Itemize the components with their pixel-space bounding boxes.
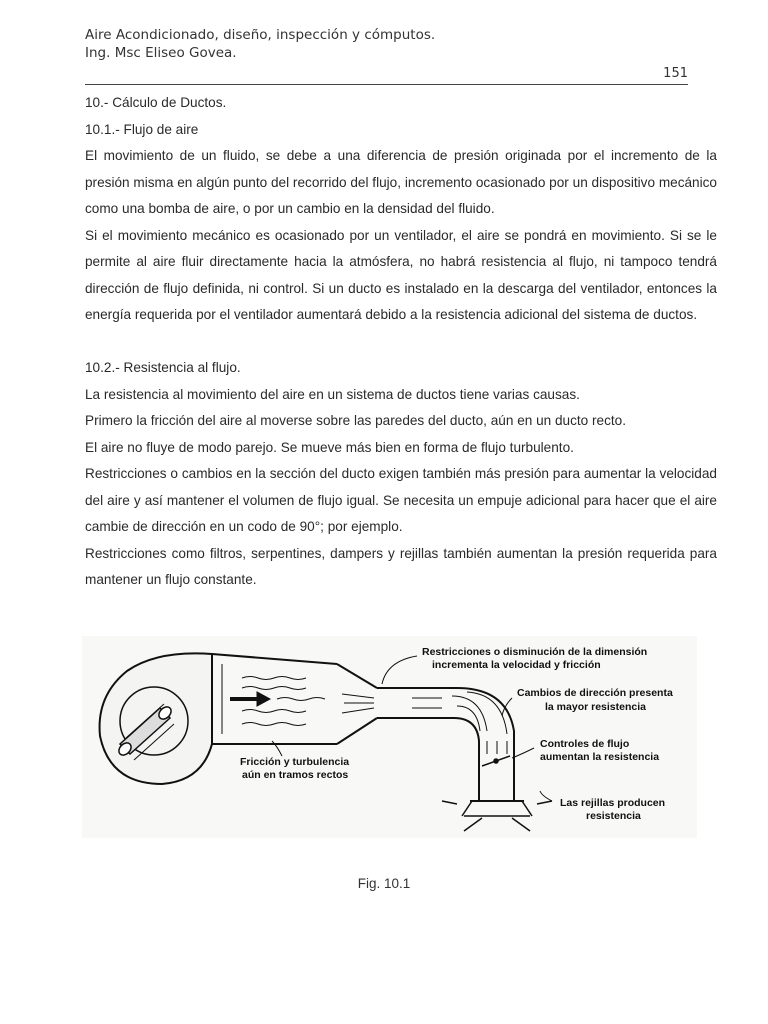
- page-header: [85, 26, 435, 62]
- paragraph-spacer: [85, 329, 717, 356]
- label-controles-line1: Controles de flujo: [540, 738, 630, 750]
- label-friccion-line2: aún en tramos rectos: [242, 769, 349, 781]
- paragraph-causas: La resistencia al movimiento del aire en un sistema de ductos tiene varias causas.: [85, 386, 580, 402]
- label-rejillas-line2: resistencia: [586, 810, 641, 822]
- header-title: Aire Acondicionado, diseño, inspección y cómputos.: [85, 27, 436, 43]
- paragraph-movimiento-fluido: El movimiento de un fluido, se debe a una diferencia de presión originada por el incremento de la presión misma en algún punto del recorrido del flujo, incremento ocasionado por un dispositivo mecánico como una bomba de aire, o por un cambio en la densidad del fluido.: [85, 148, 717, 216]
- subsection-title-flujo: 10.1.- Flujo de aire: [85, 121, 199, 137]
- grille: [442, 801, 552, 831]
- paragraph-restricciones: Restricciones o cambios en la sección del ducto exigen también más presión para aumentar la velocidad del aire y así mantener el volumen de flujo igual. Se necesita un empuje adicional para hacer que el aire cambie de dirección en un codo de 90°; por ejemplo.: [85, 466, 717, 534]
- duct-reduction: [337, 664, 377, 744]
- paragraph-friccion: Primero la fricción del aire al moverse sobre las paredes del ducto, aún en un ducto recto.: [85, 413, 627, 428]
- duct-diagram-figure: [82, 636, 697, 838]
- header-divider: [85, 84, 688, 85]
- label-controles-line2: aumentan la resistencia: [540, 751, 660, 763]
- figure-caption: Fig. 10.1: [357, 876, 411, 891]
- label-friccion-line1: Fricción y turbulencia: [240, 756, 350, 768]
- duct-elbow: [377, 688, 514, 801]
- page-number: 151: [663, 66, 688, 81]
- label-restricciones-line1: Restricciones o disminución de la dimensión: [422, 646, 648, 658]
- header-author: Ing. Msc Eliseo Govea.: [85, 45, 237, 61]
- paragraph-ventilador: Si el movimiento mecánico es ocasionado por un ventilador, el aire se pondrá en movimiento. Si se le permite al aire fluir directamente hacia la atmósfera, no habrá resistencia al flujo, ni tampoco tendrá dirección de flujo definida, ni control. Si un ducto es instalado en la descarga del ventilador, entonces la energía requerida por el ventilador aumentará debido a la resistencia adicional del sistema de ductos.: [85, 227, 717, 322]
- damper: [482, 756, 510, 766]
- label-rejillas-line1: Las rejillas producen: [560, 797, 666, 809]
- label-cambios-line2: la mayor resistencia: [545, 701, 646, 713]
- label-cambios-line1: Cambios de dirección presenta: [517, 687, 673, 699]
- label-restricciones-line2: incrementa la velocidad y fricción: [432, 659, 601, 671]
- subsection-title-resistencia: 10.2.- Resistencia al flujo.: [85, 360, 241, 375]
- section-title: 10.- Cálculo de Ductos.: [85, 95, 227, 110]
- duct-diagram: [82, 636, 697, 838]
- paragraph-turbulencia: El aire no fluye de modo parejo. Se mueve más bien en forma de flujo turbulento.: [85, 439, 574, 455]
- page-body: [85, 90, 717, 594]
- paragraph-filtros: Restricciones como filtros, serpentines, dampers y rejillas también aumentan la presión requerida para mantener un flujo constante.: [85, 545, 717, 587]
